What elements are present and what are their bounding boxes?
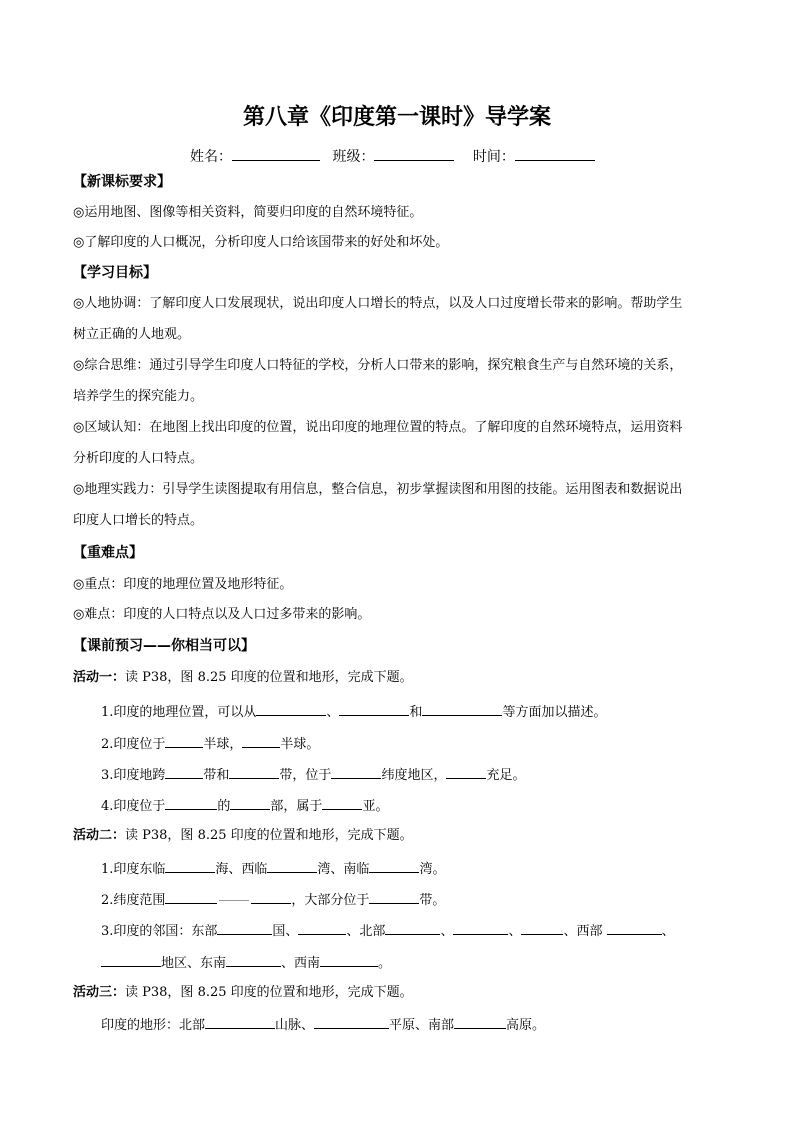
page-title: 第八章《印度第一课时》导学案 [242,105,551,130]
standard-item: ◎了解印度的人口概况，分析印度人口给该国带来的好处和坏处。 [73,235,449,250]
answer-blank[interactable] [230,797,270,810]
answer-blank[interactable] [521,922,563,935]
difficulty-item: ◎难点：印度的人口特点以及人口过多带来的影响。 [73,607,371,622]
answer-blank[interactable] [256,703,326,716]
range-dash [219,900,249,901]
answer-blank[interactable] [229,766,279,779]
section-heading-preview: 【课前预习——你相当可以】 [73,638,255,654]
activity-1-question-4: 4.印度位于 的 部，属于 亚。 [101,799,389,814]
class-label: 班级： [332,149,375,165]
answer-blank[interactable] [369,860,419,873]
answer-blank[interactable] [226,954,281,967]
answer-blank[interactable] [217,922,272,935]
answer-blank[interactable] [320,954,378,967]
answer-blank[interactable] [251,891,291,904]
answer-blank[interactable] [165,891,217,904]
answer-blank[interactable] [454,1016,506,1029]
activity-2-question-3-cont: 地区、东南 、西南 。 [101,954,391,972]
activity-2-question-1: 1.印度东临 海、西临 湾、南临 湾。 [101,862,446,877]
answer-blank[interactable] [453,922,508,935]
objective-item: ◎综合思维：通过引导学生印度人口特征的学校，分析人口带来的影响，探究粮食生产与自然环境的关系， [73,358,683,373]
answer-blank[interactable] [101,954,161,967]
activity-2-question-2: 2.纬度范围 ，大部分位于 带。 [101,893,446,908]
answer-blank[interactable] [422,703,502,716]
activity-1-question-1: 1.印度的地理位置，可以从 、 和 等方面加以描述。 [101,705,607,720]
objective-item: ◎区域认知：在地图上找出印度的位置，说出印度的地理位置的特点。了解印度的自然环境特点，运用资料 [73,420,683,435]
activity-2-question-3: 3.印度的邻国：东部 国、 、北部 、 、 、西部 、 [101,924,675,939]
answer-blank[interactable] [369,891,419,904]
answer-blank[interactable] [205,1016,275,1029]
answer-blank[interactable] [267,860,317,873]
answer-blank[interactable] [446,766,486,779]
activity-3-instruction: 活动三：读 P38，图 8.25 印度的位置和地形，完成下题。 [73,985,413,1000]
name-label: 姓名： [190,149,232,165]
time-label: 时间： [472,149,515,165]
answer-blank[interactable] [165,860,215,873]
answer-blank[interactable] [242,735,280,748]
name-field[interactable] [232,148,320,161]
answer-blank[interactable] [165,797,217,810]
answer-blank[interactable] [314,1016,389,1029]
answer-blank[interactable] [339,703,409,716]
section-heading-objectives: 【学习目标】 [73,265,157,281]
activity-1-question-2: 2.印度位于 半球， 半球。 [101,737,320,752]
section-heading-key-points: 【重难点】 [73,545,143,561]
objective-item-cont: 印度人口增长的特点。 [73,513,204,528]
activity-1-question-3: 3.印度地跨 带和 带，位于 纬度地区， 充足。 [101,768,526,783]
answer-blank[interactable] [298,922,346,935]
standard-item: ◎运用地图、图像等相关资料，简要归印度的自然环境特征。 [73,205,423,220]
activity-2-instruction: 活动二：读 P38，图 8.25 印度的位置和地形，完成下题。 [73,828,413,843]
answer-blank[interactable] [165,766,203,779]
student-info-line [190,146,595,166]
activity-3-label: 活动三： [73,985,126,1000]
answer-blank[interactable] [331,766,381,779]
objective-item-cont: 培养学生的探究能力。 [73,389,204,404]
section-heading-standards: 【新课标要求】 [73,174,171,190]
class-field[interactable] [374,148,454,161]
activity-1-label: 活动一： [73,670,126,685]
objective-item-cont: 树立正确的人地观。 [73,327,191,342]
time-field[interactable] [515,148,595,161]
key-point-item: ◎重点：印度的地理位置及地形特征。 [73,577,293,592]
answer-blank[interactable] [385,922,440,935]
answer-blank[interactable] [322,797,362,810]
answer-blank[interactable] [607,922,662,935]
objective-item: ◎地理实践力：引导学生读图提取有用信息，整合信息，初步掌握读图和用图的技能。运用图表和数据说出 [73,482,683,497]
objective-item-cont: 分析印度的人口特点。 [73,451,204,466]
objective-item: ◎人地协调：了解印度人口发展现状，说出印度人口增长的特点，以及人口过度增长带来的影响。帮助学生 [73,296,683,311]
activity-2-label: 活动二： [73,828,126,843]
activity-1-instruction: 活动一：读 P38，图 8.25 印度的位置和地形，完成下题。 [73,670,413,685]
activity-3-question-1: 印度的地形：北部 山脉、 平原、南部 高原。 [101,1018,546,1033]
answer-blank[interactable] [165,735,203,748]
